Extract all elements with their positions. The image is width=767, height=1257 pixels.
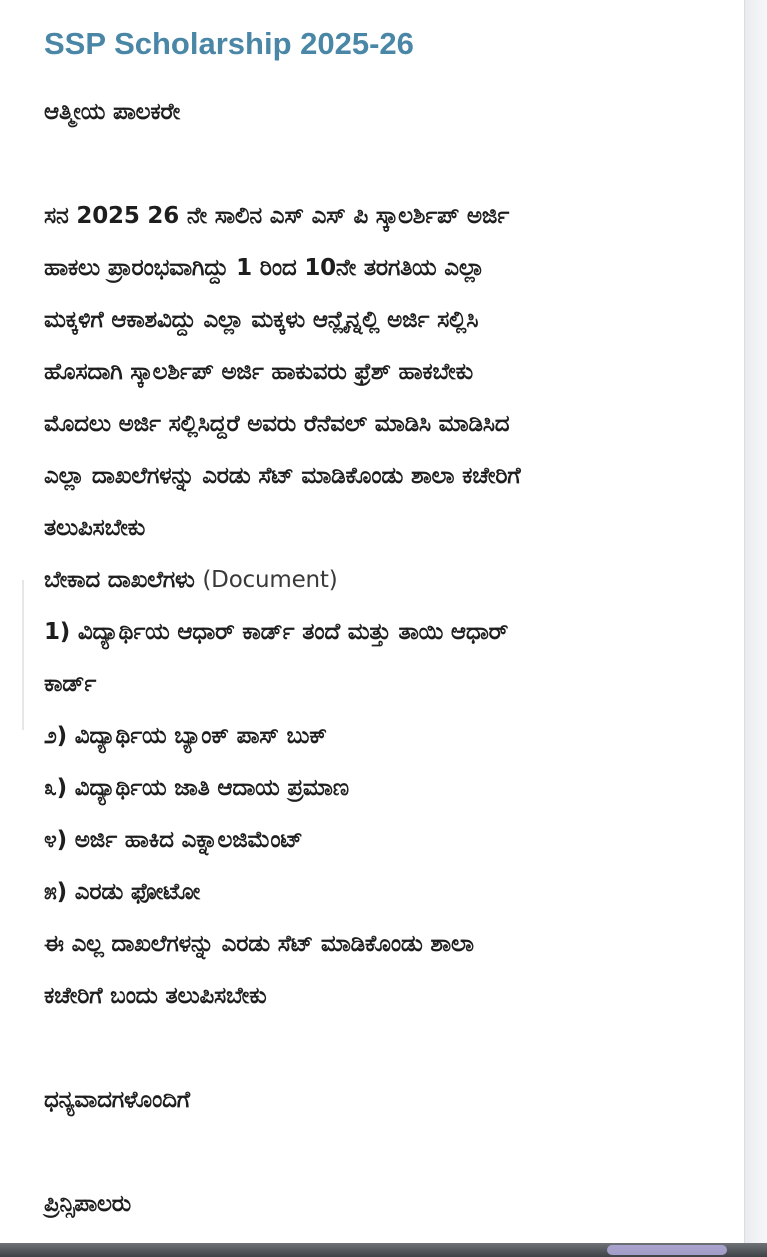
spacer: [44, 1022, 734, 1074]
scroll-gutter: [744, 0, 767, 1257]
body-line: ಹಾಕಲು ಪ್ರಾರಂಭವಾಗಿದ್ದು 1 ರಿಂದ 10ನೇ ತರಗತಿಯ ಎಲ್ಲಾ: [44, 255, 485, 281]
page-title: SSP Scholarship 2025-26: [44, 26, 414, 61]
body-line: ಮೊದಲು ಅರ್ಜಿ ಸಲ್ಲಿಸಿದ್ದರೆ ಅವರು ರೆನೆವಲ್ ಮಾಡಿಸಿ ಮಾಡಿಸಿದ: [44, 411, 510, 437]
documents-heading-kn: ಬೇಕಾದ ದಾಖಲೆಗಳು: [44, 567, 195, 593]
document-item: 1) ವಿದ್ಯಾರ್ಥಿಯ ಆಧಾರ್ ಕಾರ್ಡ್ ತಂದೆ ಮತ್ತು ತಾಯಿ ಆಧಾರ್: [44, 619, 509, 645]
documents-heading-en: (Document): [202, 567, 338, 593]
document-item: ೩) ವಿದ್ಯಾರ್ಥಿಯ ಜಾತಿ ಆದಾಯ ಪ್ರಮಾಣ: [44, 775, 349, 801]
spacer: [44, 1126, 734, 1178]
document-item: ೨) ವಿದ್ಯಾರ್ಥಿಯ ಬ್ಯಾಂಕ್ ಪಾಸ್ ಬುಕ್: [44, 723, 327, 749]
bottom-bar: [0, 1243, 767, 1257]
document-item: ೫) ಎರಡು ಫೋಟೋ: [44, 879, 201, 905]
spacer: [44, 138, 734, 190]
documents-heading: [44, 554, 734, 606]
body-line: ಹೊಸದಾಗಿ ಸ್ಕಾಲರ್ಶಿಪ್ ಅರ್ಜಿ ಹಾಕುವರು ಫ್ರೆಶ್ ಹಾಕಬೇಕು: [44, 359, 474, 385]
body-line: ತಲುಪಿಸಬೇಕು: [44, 515, 146, 541]
quote-divider: [22, 580, 24, 730]
documents-list: [44, 606, 734, 918]
closing-line: ಈ ಎಲ್ಲ ದಾಖಲೆಗಳನ್ನು ಎರಡು ಸೆಟ್ ಮಾಡಿಕೊಂಡು ಶಾಲಾ: [44, 931, 474, 957]
greeting: ಆತ್ಮೀಯ ಪಾಲಕರೇ: [44, 99, 180, 125]
body-line: ಮಕ್ಕಳಿಗೆ ಆಕಾಶವಿದ್ದು ಎಲ್ಲಾ ಮಕ್ಕಳು ಆನ್ಲೈನ್ನಲ್ಲಿ ಅರ್ಜಿ ಸಲ್ಲಿಸಿ: [44, 307, 479, 333]
signature-title: ಪ್ರಿನ್ಸಿಪಾಲರು: [44, 1191, 131, 1217]
closing-line: ಕಚೇರಿಗೆ ಬಂದು ತಲುಪಿಸಬೇಕು: [44, 983, 267, 1009]
thanks-text: ಧನ್ಯವಾದಗಳೊಂದಿಗೆ: [44, 1087, 190, 1113]
body-line: ಎಲ್ಲಾ ದಾಖಲೆಗಳನ್ನು ಎರಡು ಸೆಟ್ ಮಾಡಿಕೊಂಡು ಶಾಲಾ ಕಚೇರಿಗೆ: [44, 463, 521, 489]
document-item: ಕಾರ್ಡ್: [44, 671, 97, 697]
body-paragraph: [44, 190, 734, 554]
message-content: [44, 22, 734, 1257]
document-item: ೪) ಅರ್ಜಿ ಹಾಕಿದ ಎಕ್ನಾಲಜಿಮೆಂಟ್: [44, 827, 303, 853]
home-indicator: [607, 1245, 727, 1255]
closing-paragraph: [44, 918, 734, 1022]
body-line: ಸನ 2025 26 ನೇ ಸಾಲಿನ ಎಸ್ ಎಸ್ ಪಿ ಸ್ಕಾಲರ್ಶಿಪ್ ಅರ್ಜಿ: [44, 203, 510, 229]
